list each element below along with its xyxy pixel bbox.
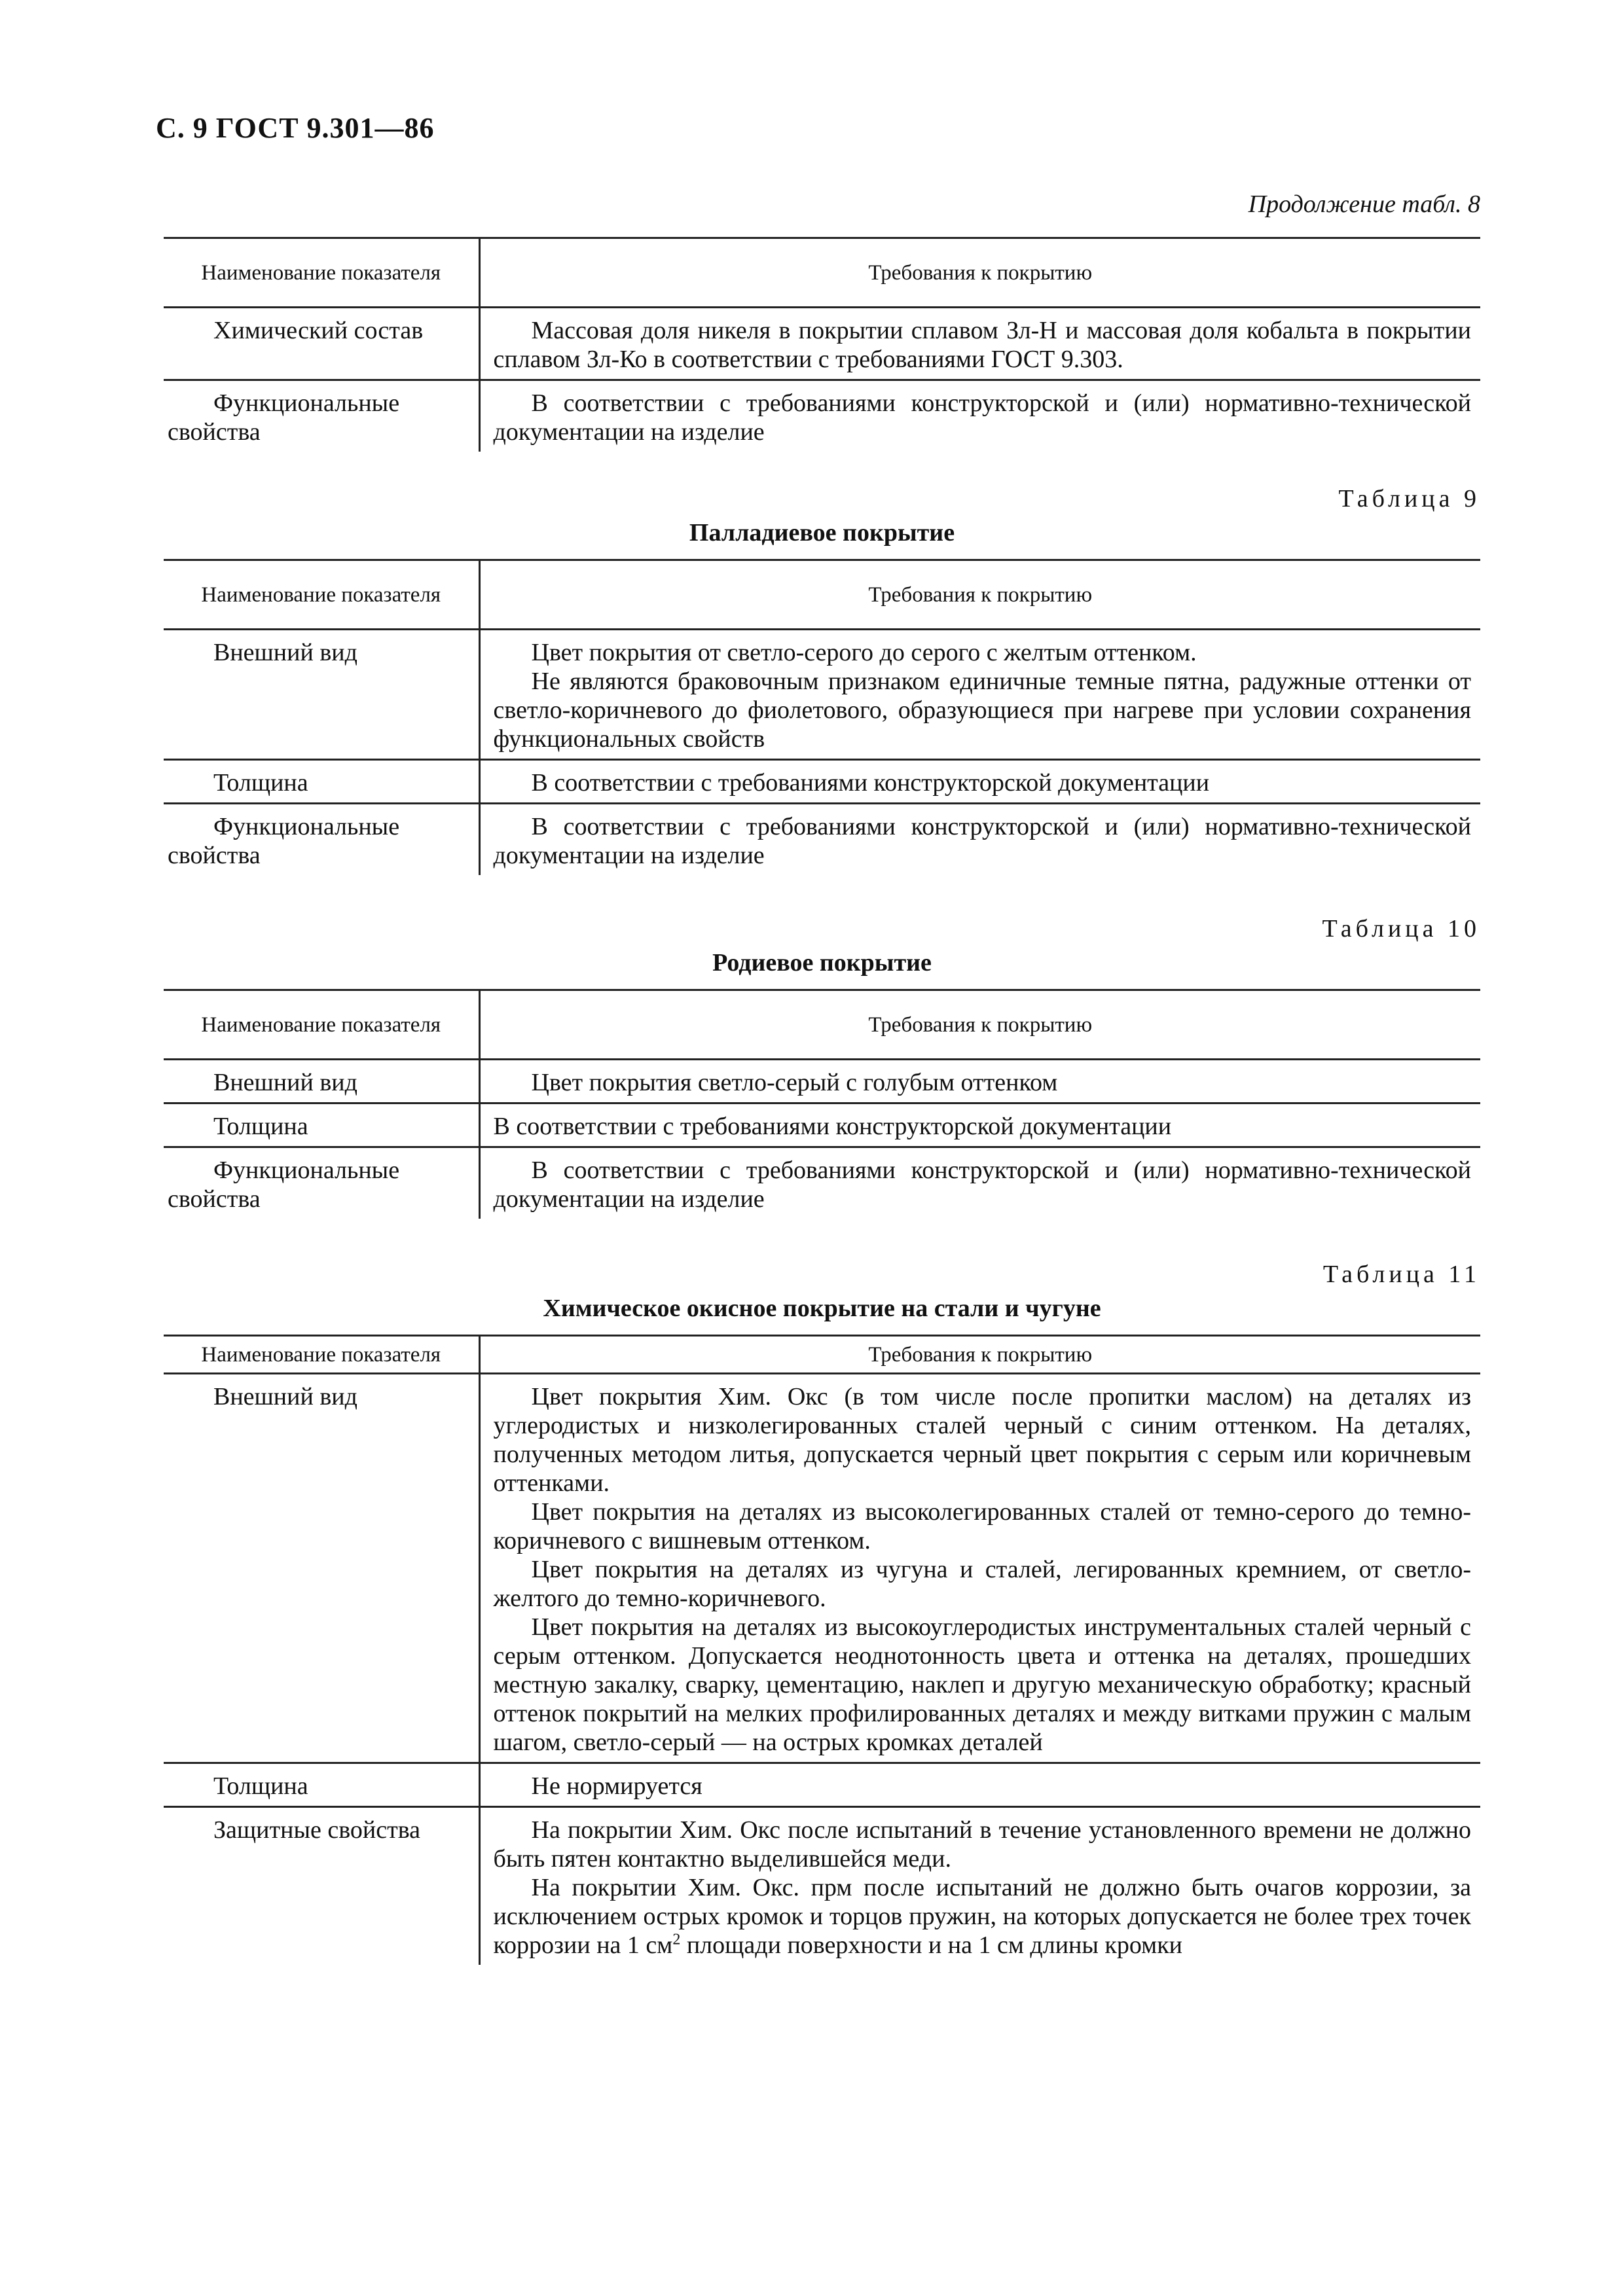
row-value: Цвет покрытия на деталях из высокоуглеродистых инструментальных сталей черный с серым оттенком. Допускается неоднотонность цвета и оттенка на деталях, прошедших местную закалку, сварку, цементацию, наклеп и другую механическую обработку; красный оттенок покрытий на мелких профилированных деталях и между витками пружин с малым шагом, светло-серый — на острых кромках деталей [493,1613,1471,1756]
table-row [164,760,1480,804]
column-header-name: Наименование показателя [164,1336,479,1374]
row-value: Цвет покрытия на деталях из чугуна и сталей, легированных кремнием, от светло-желтого до темно-коричневого. [493,1556,1471,1612]
table-8-section [164,237,1480,452]
row-value: В соответствии с требованиями конструкторской документации [531,769,1210,797]
row-value: Цвет покрытия Хим. Окс (в том числе после пропитки маслом) на деталях из углеродистых и низколегированных сталей черный с синим оттенком. На деталях, полученных методом литья, допускается черный цвет покрытия с серым или коричневым оттенками. [493,1383,1471,1497]
column-header-requirements: Требования к покрытию [479,1336,1480,1374]
column-header-requirements: Требования к покрытию [479,990,1480,1060]
table-row [164,380,1480,452]
row-name: Внешний вид [164,1374,479,1763]
row-value: На покрытии Хим. Окс после испытаний в течение установленного времени не должно быть пятен контактно выделившейся меди. [493,1816,1471,1873]
row-name: Функциональные свойства [164,1147,479,1219]
table-number: Таблица 10 [1322,915,1480,942]
row-value: Не нормируется [531,1772,702,1800]
row-value: В соответствии с требованиями конструкторской и (или) нормативно-технической документации на изделие [493,389,1471,446]
table-title: Химическое окисное покрытие на стали и чугуне [543,1295,1101,1322]
table-row [164,1103,1480,1147]
table-header-row [164,990,1480,1060]
table-title: Палладиевое покрытие [689,519,955,547]
table-header-row [164,560,1480,630]
table-row [164,1374,1480,1763]
table-row [164,1147,1480,1219]
superscript: 2 [672,1931,681,1948]
table-11-section [164,1260,1480,1965]
column-header-requirements: Требования к покрытию [479,560,1480,630]
table-10 [164,989,1480,1219]
row-value: В соответствии с требованиями конструкторской и (или) нормативно-технической документации на изделие [493,1157,1471,1213]
table-8 [164,237,1480,452]
table-row [164,630,1480,760]
row-value: Цвет покрытия на деталях из высоколегированных сталей от темно-серого до темно-коричневого с вишневым оттенком. [493,1498,1471,1554]
row-value: Массовая доля никеля в покрытии сплавом Зл-Н и массовая доля кобальта в покрытии сплавом Зл-Ко в соответствии с требованиями ГОСТ 9.303. [493,317,1471,373]
table-11 [164,1335,1480,1965]
column-header-requirements: Требования к покрытию [479,238,1480,308]
table-row [164,1807,1480,1965]
table-row [164,1060,1480,1103]
row-value-text: На покрытии Хим. Окс. прм после испытаний не должно быть очагов коррозии, за исключением острых кромок и торцов пружин, на которых допускается не более трех точек коррозии на 1 см [493,1874,1471,1959]
column-header-name: Наименование показателя [164,990,479,1060]
table-9 [164,559,1480,875]
row-value: Цвет покрытия светло-серый с голубым оттенком [531,1069,1058,1096]
table-header-row [164,238,1480,308]
row-value [494,1873,1472,1960]
page-header: С. 9 ГОСТ 9.301—86 [156,112,435,144]
table-number: Таблица 11 [1322,1261,1480,1288]
row-value-text: площади поверхности и на 1 см длины кромки [680,1931,1182,1959]
row-value: В соответствии с требованиями конструкторской документации [493,1113,1172,1140]
table-9-section [164,484,1480,875]
table-title: Родиевое покрытие [712,949,932,977]
table-row [164,308,1480,380]
table-header-row [164,1336,1480,1374]
row-name: Химический состав [164,308,479,380]
row-name: Защитные свойства [164,1807,479,1965]
row-name: Внешний вид [164,1060,479,1103]
column-header-name: Наименование показателя [164,238,479,308]
row-name: Функциональные свойства [164,804,479,876]
table-10-section [164,914,1480,1219]
column-header-name: Наименование показателя [164,560,479,630]
row-value: Цвет покрытия от светло-серого до серого с желтым оттенком. [531,639,1197,666]
row-name: Толщина [164,1103,479,1147]
row-name: Толщина [164,1763,479,1807]
table-row [164,804,1480,876]
table-row [164,1763,1480,1807]
table-number: Таблица 9 [1338,485,1480,512]
row-name: Внешний вид [164,630,479,760]
table-continuation-label: Продолжение табл. 8 [1248,190,1480,218]
row-value: Не являются браковочным признаком единичные темные пятна, радужные оттенки от светло-коричневого до фиолетового, образующиеся при нагреве при условии сохранения функциональных свойств [493,668,1471,753]
row-name: Функциональные свойства [164,380,479,452]
row-value: В соответствии с требованиями конструкторской и (или) нормативно-технической документации на изделие [493,813,1471,869]
row-name: Толщина [164,760,479,804]
